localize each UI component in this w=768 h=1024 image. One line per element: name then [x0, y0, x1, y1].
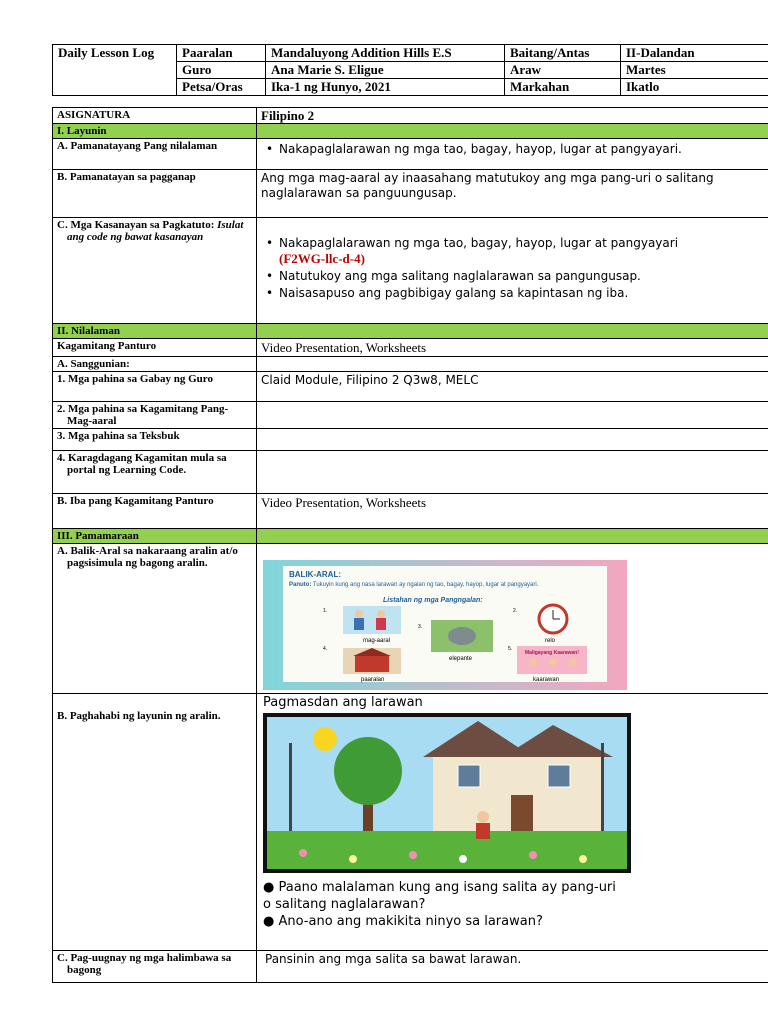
slide-subtitle: Listahan ng mga Pangngalan: [383, 597, 483, 604]
grade-label: Baitang/Antas [505, 45, 621, 62]
flower [529, 851, 537, 859]
item-caption: mag-aaral [363, 638, 391, 644]
row-value-a [257, 139, 768, 170]
subject-value: Filipino 2 [257, 108, 768, 124]
question-text: o salitang naglalarawan? [263, 897, 426, 912]
section-pamamaraan-fill [257, 529, 768, 544]
row-label-mag-aaral: 2. Mga pahina sa Kagamitang Pang-Mag-aaral [53, 402, 257, 429]
flower [459, 855, 467, 863]
boy-head [477, 811, 489, 823]
row-label-c-italic: Isulat ang code ng bawat kasanayan [67, 219, 244, 243]
row-value-b: Ang mga mag-aaral ay inaasahang matutukoy ang mga pang-uri o salitang naglalarawan sa panguungusap. [257, 170, 768, 218]
row-value-kagamitang: Video Presentation, Worksheets [257, 339, 768, 357]
child-head [529, 658, 537, 666]
row-label-a: A. Pamanatayang Pang nilalaman [53, 139, 257, 170]
student-head [355, 610, 363, 618]
row-value-balik-aral [257, 544, 768, 694]
row-label-teksbuk: 3. Mga pahina sa Teksbuk [53, 429, 257, 451]
row-label-gabay: 1. Mga pahina sa Gabay ng Guro [53, 372, 257, 402]
row-value-gabay: Claid Module, Filipino 2 Q3w8, MELC [257, 372, 768, 402]
child-head [569, 658, 577, 666]
row-label-c-text: C. Mga Kasanayan sa Pagkatuto: [57, 219, 215, 231]
school-building [355, 656, 389, 672]
row-label-kagamitang: Kagamitang Panturo [53, 339, 257, 357]
bullet-item: • Natutukoy ang mga salitang naglalarawan sa pangungusap. [279, 269, 768, 284]
slide-title: BALIK-ARAL: [289, 570, 341, 579]
item-number: 1. [323, 608, 328, 614]
house-window [548, 765, 570, 787]
item-caption: relo [545, 638, 556, 644]
section-nilalaman: II. Nilalaman [53, 324, 257, 339]
flower [409, 851, 417, 859]
row-label-sanggunian: A. Sanggunian: [53, 357, 257, 372]
document-title: Daily Lesson Log [53, 45, 177, 96]
item-caption: elepante [449, 656, 473, 662]
row-value-iba-pang: Video Presentation, Worksheets [257, 494, 768, 529]
balik-aral-slide-image [263, 560, 627, 690]
quarter-label: Markahan [505, 79, 621, 96]
row-value-c [257, 218, 768, 324]
item-number: 2. [513, 608, 518, 614]
section-nilalaman-fill [257, 324, 768, 339]
item-number: 3. [418, 624, 423, 630]
school-label: Paaralan [177, 45, 266, 62]
grass [267, 831, 627, 869]
date-value: Ika-1 ng Hunyo, 2021 [266, 79, 505, 96]
question-text: Ano-ano ang makikita ninyo sa larawan? [278, 914, 543, 929]
quarter-value: Ikatlo [621, 79, 768, 96]
slide-instruction: Panuto: Tukuyin kung ang nasa larawan ay ngalan ng tao, bagay, hayop, lugar at pangyayari. [289, 582, 539, 588]
row-value-karagdagang [257, 451, 768, 494]
child-head [549, 658, 557, 666]
bullet-item: • Naisasapuso ang pagbibigay galang sa kapintasan ng iba. [279, 286, 768, 301]
row-value-mag-aaral [257, 402, 768, 429]
bullet-item: • Nakapaglalarawan ng mga tao, bagay, hayop, lugar at pangyayari. [279, 142, 768, 157]
row-value-pag-uugnay: Pansinin ang mga salita sa bawat larawan. [257, 951, 768, 983]
question-text: Paano malalaman kung ang isang salita ay pang-uri [278, 880, 616, 895]
flower [299, 849, 307, 857]
row-label-b: B. Pamanatayan sa pagganap [53, 170, 257, 218]
paghahabi-question-1: ● Paano malalaman kung ang isang salita ay pang-uri o salitang naglalarawan? [263, 880, 616, 912]
bullet-item [279, 236, 768, 267]
student-body [376, 618, 386, 630]
item-number: 4. [323, 646, 328, 652]
competency-code: (F2WG-llc-d-4) [279, 251, 365, 266]
row-value-paghahabi [257, 694, 768, 951]
flower [349, 855, 357, 863]
school-value: Mandaluyong Addition Hills E.S [266, 45, 505, 62]
row-label-iba-pang: B. Iba pang Kagamitang Panturo [53, 494, 257, 529]
item-caption: kaarawan [533, 677, 560, 683]
bullet-text: Nakapaglalarawan ng mga tao, bagay, hayop, lugar at pangyayari [279, 236, 679, 250]
birthday-banner: Maligayang Kaarawan! [525, 650, 579, 656]
tree-foliage [334, 737, 402, 805]
header-table [52, 44, 768, 96]
row-label-c [53, 218, 257, 324]
student-body [354, 618, 364, 630]
row-label-pag-uugnay: C. Pag-uugnay ng mga halimbawa sa bagong [53, 951, 257, 983]
row-label-paghahabi: B. Paghahabi ng layunin ng aralin. [53, 694, 257, 951]
day-value: Martes [621, 62, 768, 79]
section-layunin: I. Layunin [53, 124, 257, 139]
section-layunin-fill [257, 124, 768, 139]
student-head [377, 610, 385, 618]
lamp-post [601, 743, 604, 843]
house-garden-image [263, 713, 631, 873]
lamp-post [289, 743, 292, 843]
paghahabi-intro: Pagmasdan ang larawan [263, 695, 423, 710]
flower [579, 855, 587, 863]
item-caption: paaralan [361, 677, 385, 683]
row-value-teksbuk [257, 429, 768, 451]
boy-body [476, 823, 490, 839]
item-number: 5. [508, 646, 513, 652]
elephant-shape [448, 627, 476, 645]
grade-value: II-Dalandan [621, 45, 768, 62]
row-value-sanggunian [257, 357, 768, 372]
sun [313, 727, 337, 751]
date-label: Petsa/Oras [177, 79, 266, 96]
teacher-label: Guro [177, 62, 266, 79]
day-label: Araw [505, 62, 621, 79]
subject-label: ASIGNATURA [53, 108, 257, 124]
paghahabi-question-2: ● Ano-ano ang makikita ninyo sa larawan? [263, 914, 543, 929]
house-window [458, 765, 480, 787]
house-door [511, 795, 533, 833]
section-pamamaraan: III. Pamamaraan [53, 529, 257, 544]
lesson-table [52, 107, 768, 983]
row-label-karagdagang: 4. Karagdagang Kagamitan mula sa portal ng Learning Code. [53, 451, 257, 494]
teacher-value: Ana Marie S. Eligue [266, 62, 505, 79]
row-label-balik-aral: A. Balik-Aral sa nakaraang aralin at/o pagsisimula ng bagong aralin. [53, 544, 257, 694]
students-picture [343, 606, 401, 634]
